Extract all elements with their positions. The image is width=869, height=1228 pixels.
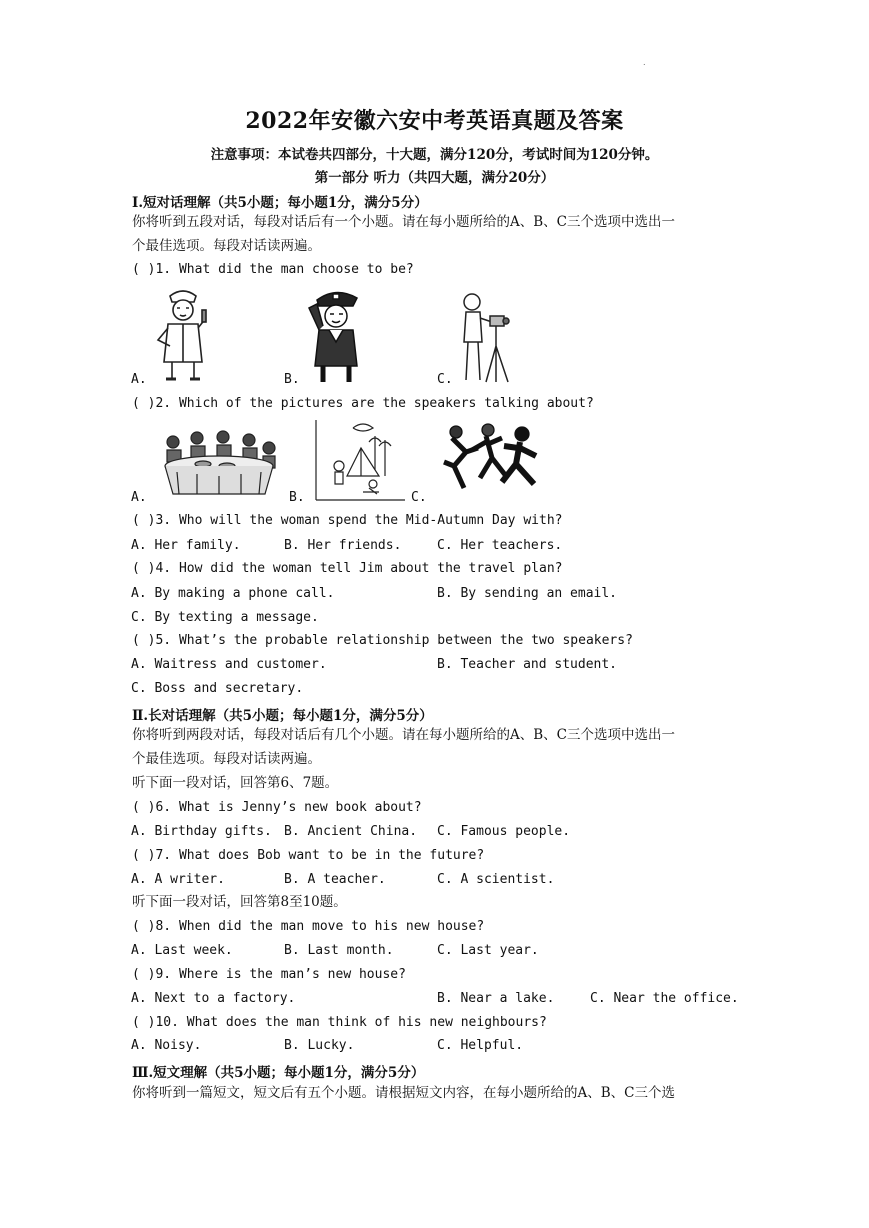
- q8-option-b: B. Last month.: [284, 943, 394, 958]
- section-2-instruction-line2: 个最佳选项。每段对话读两遍。: [132, 751, 321, 767]
- question-2: ( )2. Which of the pictures are the speakers talking about?: [132, 396, 594, 411]
- q1-option-c-label: C.: [437, 372, 453, 387]
- section-2-heading: Ⅱ.长对话理解（共5小题；每小题1分，满分5分）: [132, 708, 433, 724]
- q10-option-a: A. Noisy.: [131, 1038, 202, 1053]
- q1-option-a-label: A.: [131, 372, 147, 387]
- question-3: ( )3. Who will the woman spend the Mid-Autumn Day with?: [132, 513, 563, 528]
- cameraman-picture: [456, 290, 512, 384]
- q4-option-c: C. By texting a message.: [131, 610, 319, 625]
- q7-option-c: C. A scientist.: [437, 872, 555, 887]
- header-mark: .: [643, 58, 646, 67]
- q6-option-c: C. Famous people.: [437, 824, 571, 839]
- question-1: ( )1. What did the man choose to be?: [132, 262, 414, 277]
- running-picture: [436, 422, 542, 500]
- q2-option-c-label: C.: [411, 490, 427, 505]
- q9-option-b: B. Near a lake.: [437, 991, 555, 1006]
- q7-option-b: B. A teacher.: [284, 872, 386, 887]
- q3-option-a: A. Her family.: [131, 538, 241, 553]
- q3-option-b: B. Her friends.: [284, 538, 402, 553]
- q9-option-c: C. Near the office.: [590, 991, 739, 1006]
- camping-picture: [313, 418, 407, 502]
- family-dinner-picture: [153, 428, 285, 498]
- section-1-instruction-line1: 你将听到五段对话，每段对话后有一个小题。请在每小题所给的A、B、C三个选项中选出一: [132, 214, 675, 230]
- question-6: ( )6. What is Jenny’s new book about?: [132, 800, 422, 815]
- q7-option-a: A. A writer.: [131, 872, 225, 887]
- part-heading: 第一部分 听力（共四大题，满分20分）: [314, 170, 555, 186]
- page-title: 2022年安徽六安中考英语真题及答案: [245, 108, 624, 134]
- question-4: ( )4. How did the woman tell Jim about the travel plan?: [132, 561, 563, 576]
- section-2-instruction-line1: 你将听到两段对话，每段对话后有几个小题。请在每小题所给的A、B、C三个选项中选出一: [132, 727, 675, 743]
- policeman-picture: [305, 286, 367, 386]
- question-10: ( )10. What does the man think of his new neighbours?: [132, 1015, 547, 1030]
- q2-option-b-label: B.: [289, 490, 305, 505]
- dialog-1-instruction: 听下面一段对话，回答第6、7题。: [132, 775, 339, 791]
- question-9: ( )9. Where is the man’s new house?: [132, 967, 406, 982]
- dialog-2-instruction: 听下面一段对话，回答第8至10题。: [132, 894, 347, 910]
- q8-option-a: A. Last week.: [131, 943, 233, 958]
- q2-option-a-label: A.: [131, 490, 147, 505]
- question-7: ( )7. What does Bob want to be in the future?: [132, 848, 485, 863]
- q8-option-c: C. Last year.: [437, 943, 539, 958]
- q10-option-b: B. Lucky.: [284, 1038, 355, 1053]
- q4-option-b: B. By sending an email.: [437, 586, 618, 601]
- section-3-heading: Ⅲ.短文理解（共5小题；每小题1分，满分5分）: [132, 1065, 425, 1081]
- question-5: ( )5. What’s the probable relationship between the two speakers?: [132, 633, 633, 648]
- q6-option-b: B. Ancient China.: [284, 824, 418, 839]
- q10-option-c: C. Helpful.: [437, 1038, 524, 1053]
- q5-option-b: B. Teacher and student.: [437, 657, 618, 672]
- exam-notice: 注意事项：本试卷共四部分，十大题，满分120分，考试时间为120分钟。: [210, 147, 659, 163]
- q4-option-a: A. By making a phone call.: [131, 586, 335, 601]
- q6-option-a: A. Birthday gifts.: [131, 824, 272, 839]
- section-1-heading: Ⅰ.短对话理解（共5小题；每小题1分，满分5分）: [132, 195, 428, 211]
- q5-option-a: A. Waitress and customer.: [131, 657, 327, 672]
- q1-option-b-label: B.: [284, 372, 300, 387]
- section-1-instruction-line2: 个最佳选项。每段对话读两遍。: [132, 238, 321, 254]
- q9-option-a: A. Next to a factory.: [131, 991, 296, 1006]
- q3-option-c: C. Her teachers.: [437, 538, 563, 553]
- section-3-instruction-line1: 你将听到一篇短文，短文后有五个小题。请根据短文内容，在每小题所给的A、B、C三个选: [132, 1085, 675, 1101]
- question-8: ( )8. When did the man move to his new house?: [132, 919, 485, 934]
- doctor-picture: [150, 284, 216, 384]
- q5-option-c: C. Boss and secretary.: [131, 681, 304, 696]
